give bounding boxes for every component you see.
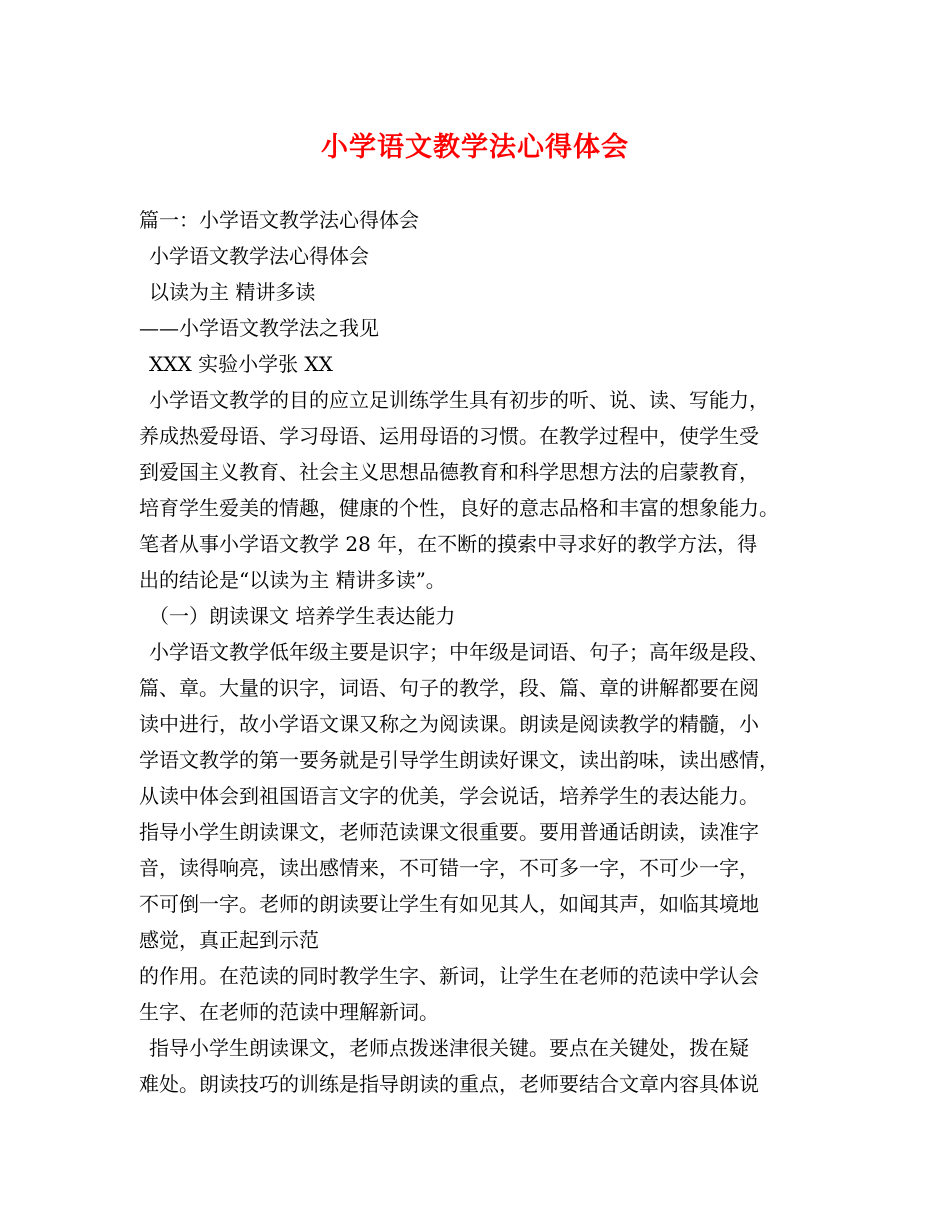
paragraph-line: 感觉，真正起到示范 — [139, 928, 319, 952]
paragraph-line: 从读中体会到祖国语言文字的优美，学会说话，培养学生的表达能力。 — [139, 784, 759, 808]
paragraph-line: 篇、章。大量的识字，词语、句子的教学，段、篇、章的讲解都要在阅 — [139, 676, 759, 700]
paragraph-line: 学语文教学的第一要务就是引导学生朗读好课文，读出韵味，读出感情， — [139, 748, 779, 772]
article-title: 小学语文教学法心得体会 — [149, 244, 369, 268]
paragraph-line: 出的结论是“以读为主 精讲多读”。 — [139, 568, 446, 592]
paragraph-line: 笔者从事小学语文教学 28 年，在不断的摸索中寻求好的教学方法，得 — [139, 532, 758, 556]
paragraph-line: 指导小学生朗读课文，老师点拨迷津很关键。要点在关键处，拨在疑 — [149, 1036, 749, 1060]
paragraph-line: 指导小学生朗读课文，老师范读课文很重要。要用普通话朗读，读准字 — [139, 820, 759, 844]
paragraph-line: 读中进行，故小学语文课又称之为阅读课。朗读是阅读教学的精髓，小 — [139, 712, 759, 736]
paragraph-line: 小学语文教学的目的应立足训练学生具有初步的听、说、读、写能力， — [149, 388, 769, 412]
article-subtitle-line: ——小学语文教学法之我见 — [139, 316, 379, 340]
paragraph-line: 到爱国主义教育、社会主义思想品德教育和科学思想方法的启蒙教育， — [139, 460, 759, 484]
paragraph-line: 不可倒一字。老师的朗读要让学生有如见其人，如闻其声，如临其境地 — [139, 892, 759, 916]
author-line: XXX 实验小学张 XX — [149, 352, 333, 376]
paragraph-line: 难处。朗读技巧的训练是指导朗读的重点，老师要结合文章内容具体说 — [139, 1072, 759, 1096]
paragraph-line: 生字、在老师的范读中理解新词。 — [139, 1000, 439, 1024]
section-heading: 篇一：小学语文教学法心得体会 — [139, 208, 419, 232]
paragraph-line: 音，读得响亮，读出感情来，不可错一字，不可多一字，不可少一字， — [139, 856, 759, 880]
document-body — [139, 202, 839, 1102]
paragraph-line: 小学语文教学低年级主要是识字；中年级是词语、句子；高年级是段、 — [149, 640, 769, 664]
document-title: 小学语文教学法心得体会 — [321, 132, 629, 163]
paragraph-line: 的作用。在范读的同时教学生字、新词，让学生在老师的范读中学认会 — [139, 964, 759, 988]
paragraph-line: 培育学生爱美的情趣，健康的个性，良好的意志品格和丰富的想象能力。 — [139, 496, 779, 520]
article-subtitle: 以读为主 精讲多读 — [149, 280, 316, 304]
subsection-heading: （一）朗读课文 培养学生表达能力 — [149, 604, 456, 628]
paragraph-line: 养成热爱母语、学习母语、运用母语的习惯。在教学过程中，使学生受 — [139, 424, 759, 448]
